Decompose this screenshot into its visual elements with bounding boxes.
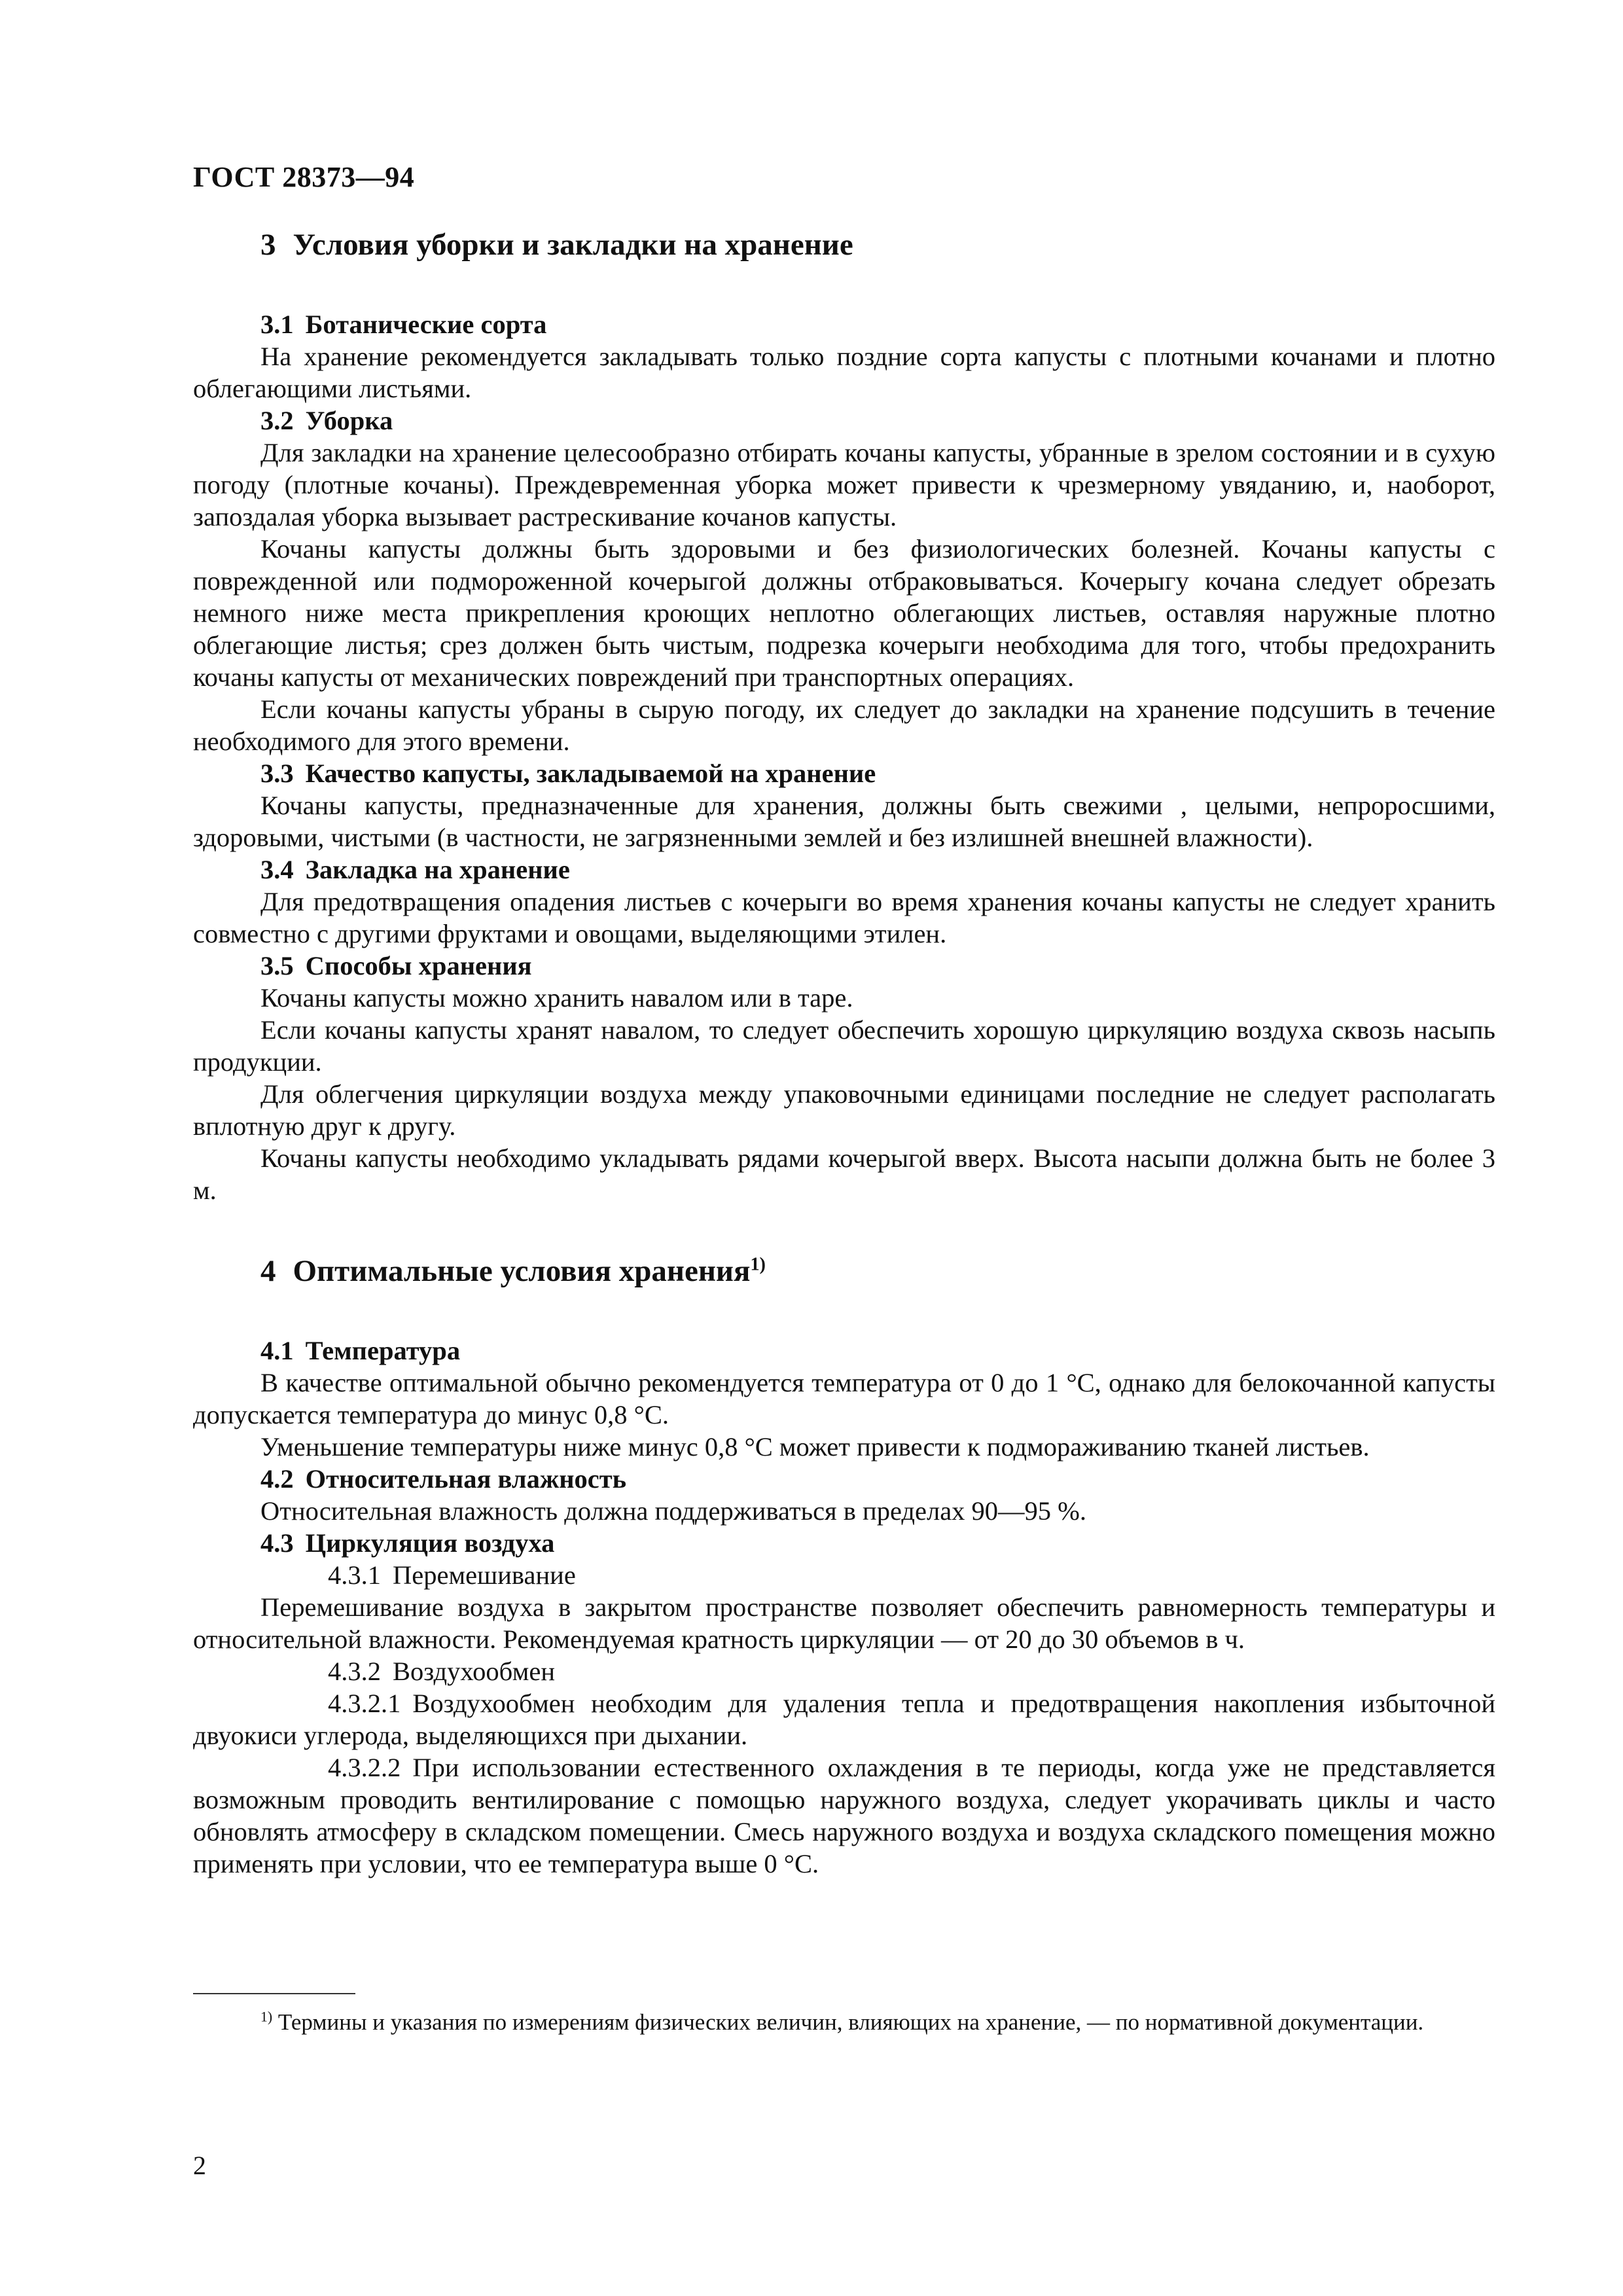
subsection-3-1-heading <box>193 308 1495 340</box>
subsection-4-2-heading <box>193 1463 1495 1495</box>
clause-number: 4.3.2.2 <box>328 1753 401 1782</box>
subsection-number: 4.2 <box>260 1464 294 1494</box>
clause-number: 4.3.2 <box>328 1657 381 1686</box>
paragraph: В качестве оптимальной обычно рекомендуется температура от 0 до 1 °С, однако для белокочанной капусты допускается температура до минус 0,8 °С. <box>193 1368 1495 1429</box>
paragraph: Если кочаны капусты хранят навалом, то следует обеспечить хорошую циркуляцию воздуха сквозь насыпь продукции. <box>193 1015 1495 1077</box>
section-title: Оптимальные условия хранения <box>293 1254 751 1288</box>
subsection-title: Относительная влажность <box>305 1464 627 1494</box>
document-body <box>193 226 1495 1880</box>
footnote-divider <box>193 1993 355 1994</box>
section-number: 3 <box>260 228 276 262</box>
subsection-3-3-heading <box>193 757 1495 789</box>
subsection-number: 3.5 <box>260 951 294 980</box>
subsection-title: Ботанические сорта <box>305 310 547 339</box>
subsection-number: 4.3 <box>260 1528 294 1558</box>
section-number: 4 <box>260 1254 276 1288</box>
section-4-heading <box>193 1252 1495 1290</box>
document-header: ГОСТ 28373—94 <box>193 161 415 193</box>
subsection-3-5-heading <box>193 950 1495 982</box>
paragraph: Кочаны капусты можно хранить навалом или в таре. <box>260 983 853 1013</box>
footnote-marker: 1) <box>260 2009 273 2025</box>
clause-4-3-1-heading <box>193 1559 1495 1591</box>
paragraph: Кочаны капусты должны быть здоровыми и без физиологических болезней. Кочаны капусты с поврежденной или подмороженной кочерыгой должны отбраковываться. Кочерыгу кочана следует обрезать немного ниже места прикрепления кроющих неплотно облегающих листьев, оставляя наружные плотно облегающие листья; срез должен быть чистым, подрезка кочерыги необходима для того, чтобы предохранить кочаны капусты от механических повреждений при транспортных операциях. <box>193 534 1495 692</box>
clause-title: Перемешивание <box>393 1560 576 1590</box>
paragraph: Для предотвращения опадения листьев с кочерыги во время хранения кочаны капусты не следует хранить совместно с другими фруктами и овощами, выделяющими этилен. <box>193 887 1495 948</box>
paragraph: Для облегчения циркуляции воздуха между упаковочными единицами последние не следует располагать вплотную друг к другу. <box>193 1079 1495 1141</box>
clause-4-3-2-2 <box>193 1751 1495 1880</box>
subsection-title: Качество капусты, закладываемой на хранение <box>305 759 876 788</box>
footnote-reference: 1) <box>750 1254 766 1275</box>
paragraph: Относительная влажность должна поддерживаться в пределах 90—95 %. <box>260 1496 1087 1526</box>
subsection-3-2-heading <box>193 404 1495 437</box>
paragraph: Кочаны капусты, предназначенные для хранения, должны быть свежими , целыми, непроросшими, здоровыми, чистыми (в частности, не загрязненными землей и без излишней внешней влажности). <box>193 791 1495 852</box>
section-title: Условия уборки и закладки на хранение <box>293 228 853 262</box>
clause-4-3-2-heading <box>193 1655 1495 1687</box>
paragraph: Кочаны капусты необходимо укладывать рядами кочерыгой вверх. Высота насыпи должна быть не более 3 м. <box>193 1143 1495 1205</box>
subsection-title: Закладка на хранение <box>305 855 570 884</box>
clause-number: 4.3.1 <box>328 1560 381 1590</box>
subsection-number: 3.4 <box>260 855 294 884</box>
paragraph: Перемешивание воздуха в закрытом пространстве позволяет обеспечить равномерность температуры и относительной влажности. Рекомендуемая кратность циркуляции — от 20 до 30 объемов в ч. <box>193 1592 1495 1654</box>
paragraph: На хранение рекомендуется закладывать только поздние сорта капусты с плотными кочанами и плотно облегающими листьями. <box>193 342 1495 403</box>
subsection-title: Способы хранения <box>305 951 532 980</box>
clause-title: Воздухообмен <box>393 1657 556 1686</box>
subsection-number: 3.1 <box>260 310 294 339</box>
subsection-title: Уборка <box>305 406 393 435</box>
page-number: 2 <box>193 2151 206 2180</box>
clause-number: 4.3.2.1 <box>328 1689 401 1718</box>
clause-4-3-2-1 <box>193 1687 1495 1751</box>
clause-text: Воздухообмен необходим для удаления тепла и предотвращения накопления избыточной двуокиси углерода, выделяющихся при дыхании. <box>193 1689 1495 1750</box>
subsection-title: Циркуляция воздуха <box>305 1528 555 1558</box>
subsection-4-1-heading <box>193 1335 1495 1367</box>
footnote-text: Термины и указания по измерениям физических величин, влияющих на хранение, — по нормативной документации. <box>277 2009 1424 2035</box>
subsection-number: 3.3 <box>260 759 294 788</box>
paragraph: Для закладки на хранение целесообразно отбирать кочаны капусты, убранные в зрелом состоянии и в сухую погоду (плотные кочаны). Преждевременная уборка может привести к чрезмерному увяданию, и, наоборот, запоздалая уборка вызывает растрескивание кочанов капусты. <box>193 438 1495 531</box>
clause-text: При использовании естественного охлаждения в те периоды, когда уже не представляется возможным проводить вентилирование с помощью наружного воздуха, следует укорачивать циклы и часто обновлять атмосферу в складском помещении. Смесь наружного воздуха и воздуха складского помещения можно применять при условии, что ее температура выше 0 °С. <box>193 1753 1495 1878</box>
paragraph: Уменьшение температуры ниже минус 0,8 °С может привести к подмораживанию тканей листьев. <box>260 1432 1370 1462</box>
subsection-3-4-heading <box>193 853 1495 886</box>
subsection-4-3-heading <box>193 1527 1495 1559</box>
subsection-number: 4.1 <box>260 1336 294 1365</box>
section-3-heading <box>193 226 1495 264</box>
subsection-title: Температура <box>305 1336 461 1365</box>
subsection-number: 3.2 <box>260 406 294 435</box>
paragraph: Если кочаны капусты убраны в сырую погоду, их следует до закладки на хранение подсушить в течение необходимого для этого времени. <box>193 694 1495 756</box>
footnote <box>193 2008 1495 2036</box>
